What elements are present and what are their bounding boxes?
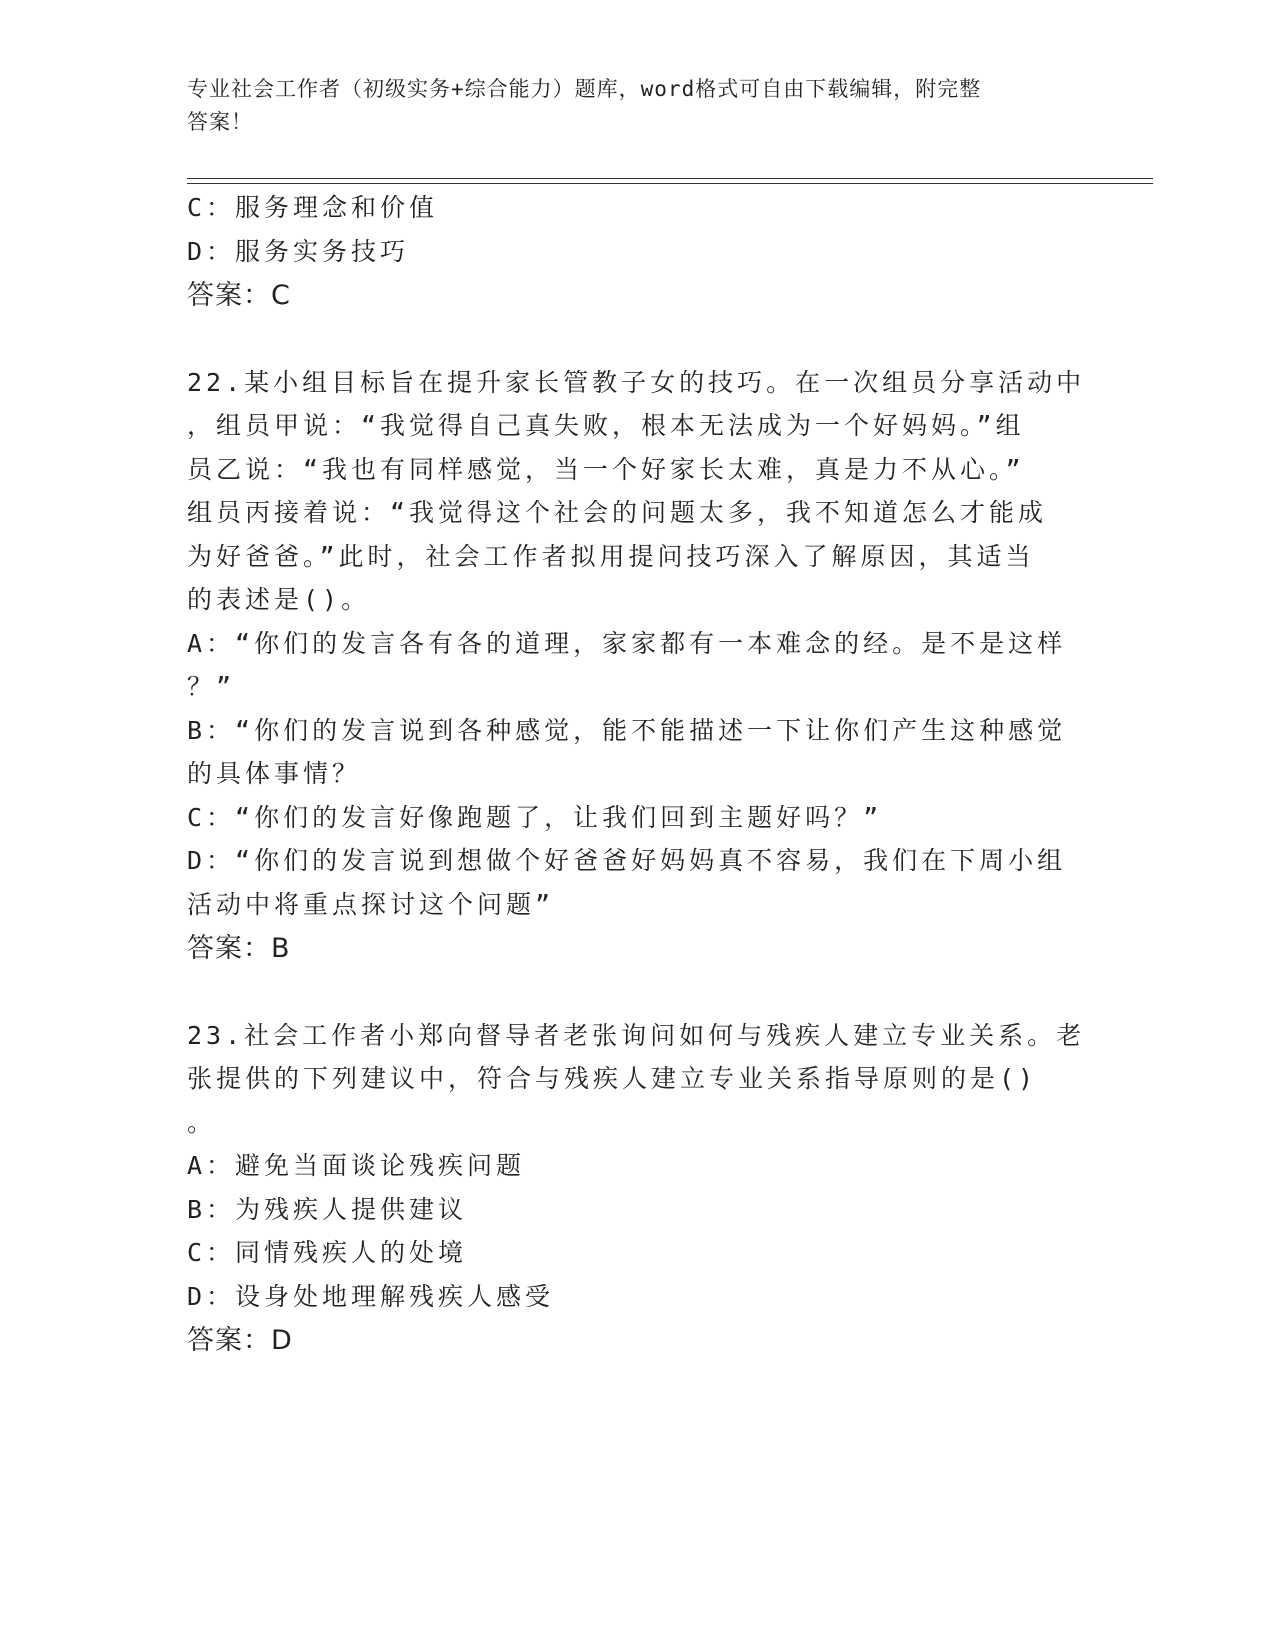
q22-option-b: B：“你们的发言说到各种感觉，能不能描述一下让你们产生这种感觉 [187,716,1067,745]
q23-stem-line: 23.社会工作者小郑向督导者老张询问如何与残疾人建立专业关系。老 [187,1021,1086,1050]
q22-stem-line: ，组员甲说：“我觉得自己真失败，根本无法成为一个好妈妈。”组 [187,411,1025,440]
q21-answer: 答案：C [187,280,291,311]
q22-option-c: C：“你们的发言好像跑题了，让我们回到主题好吗？” [187,803,883,832]
header-line-1: 专业社会工作者（初级实务+综合能力）题库，word格式可自由下载编辑，附完整 [187,77,982,101]
q23-stem-line: 。 [187,1108,217,1137]
q23-answer: 答案：D [187,1325,293,1356]
document-header [187,73,1077,139]
header-line-2: 答案！ [187,110,253,134]
q23-option-c: C：同情残疾人的处境 [187,1238,468,1267]
q22-stem-line: 的表述是()。 [187,585,371,614]
q21-option-d: D：服务实务技巧 [187,237,410,266]
q21-option-c: C：服务理念和价值 [187,193,439,222]
q22-stem-line: 员乙说：“我也有同样感觉，当一个好家长太难，真是力不从心。” [187,455,1025,484]
q22-option-a-cont: ？” [187,672,236,701]
header-divider-bottom [187,183,1153,184]
header-divider-top [187,178,1153,179]
q23-option-b: B：为残疾人提供建议 [187,1195,468,1224]
q22-stem-line: 22.某小组目标旨在提升家长管教子女的技巧。在一次组员分享活动中 [187,368,1086,397]
q23-option-a: A：避免当面谈论残疾问题 [187,1151,526,1180]
q22-option-b-cont: 的具体事情？ [187,759,362,788]
q22-option-a: A：“你们的发言各有各的道理，家家都有一本难念的经。是不是这样 [187,629,1067,658]
q22-stem-line: 组员丙接着说：“我觉得这个社会的问题太多，我不知道怎么才能成 [187,498,1048,527]
q22-option-d-cont: 活动中将重点探讨这个问题” [187,890,555,919]
q22-option-d: D：“你们的发言说到想做个好爸爸好妈妈真不容易，我们在下周小组 [187,846,1067,875]
q22-answer: 答案：B [187,933,291,964]
q23-stem-line: 张提供的下列建议中，符合与残疾人建立专业关系指导原则的是() [187,1064,1038,1093]
q22-stem-line: 为好爸爸。”此时，社会工作者拟用提问技巧深入了解原因，其适当 [187,542,1035,571]
q23-option-d: D：设身处地理解残疾人感受 [187,1282,555,1311]
